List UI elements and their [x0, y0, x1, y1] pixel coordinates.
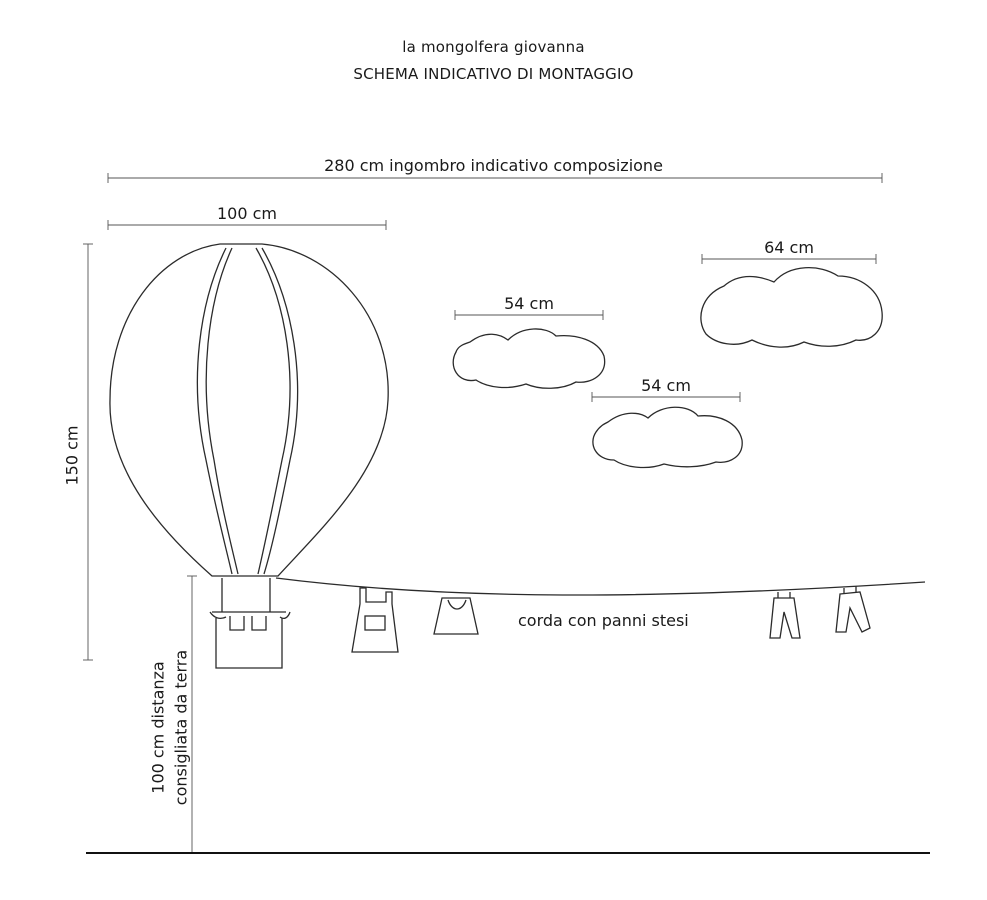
clothes-shirt — [434, 598, 478, 634]
balloon-basket — [210, 578, 290, 668]
balloon-width-label: 100 cm — [216, 204, 277, 223]
clothes-overalls — [352, 588, 398, 652]
balloon-envelope — [110, 244, 388, 576]
clothesline-label: corda con panni stesi — [518, 611, 689, 630]
cloud-small-1-label: 54 cm — [504, 294, 554, 313]
clothes-trousers-1 — [770, 592, 800, 638]
clothesline-rope — [276, 578, 925, 595]
total-width-label: 280 cm ingombro indicativo composizione — [324, 156, 663, 175]
diagram-subtitle: SCHEMA INDICATIVO DI MONTAGGIO — [353, 65, 634, 83]
cloud-small-2 — [592, 392, 742, 467]
diagram-title: la mongolfera giovanna — [402, 38, 585, 56]
ground-distance-label-line1: 100 cm distanza — [148, 661, 168, 794]
cloud-large-label: 64 cm — [764, 238, 814, 257]
cloud-small-1 — [453, 310, 604, 388]
clothes-trousers-2 — [836, 586, 870, 632]
cloud-small-2-label: 54 cm — [641, 376, 691, 395]
ground-distance-label-line2: consigliata da terra — [171, 649, 191, 806]
balloon-height-label: 150 cm — [62, 425, 82, 486]
cloud-large — [701, 254, 882, 347]
balloon-height-dimension — [83, 244, 93, 660]
